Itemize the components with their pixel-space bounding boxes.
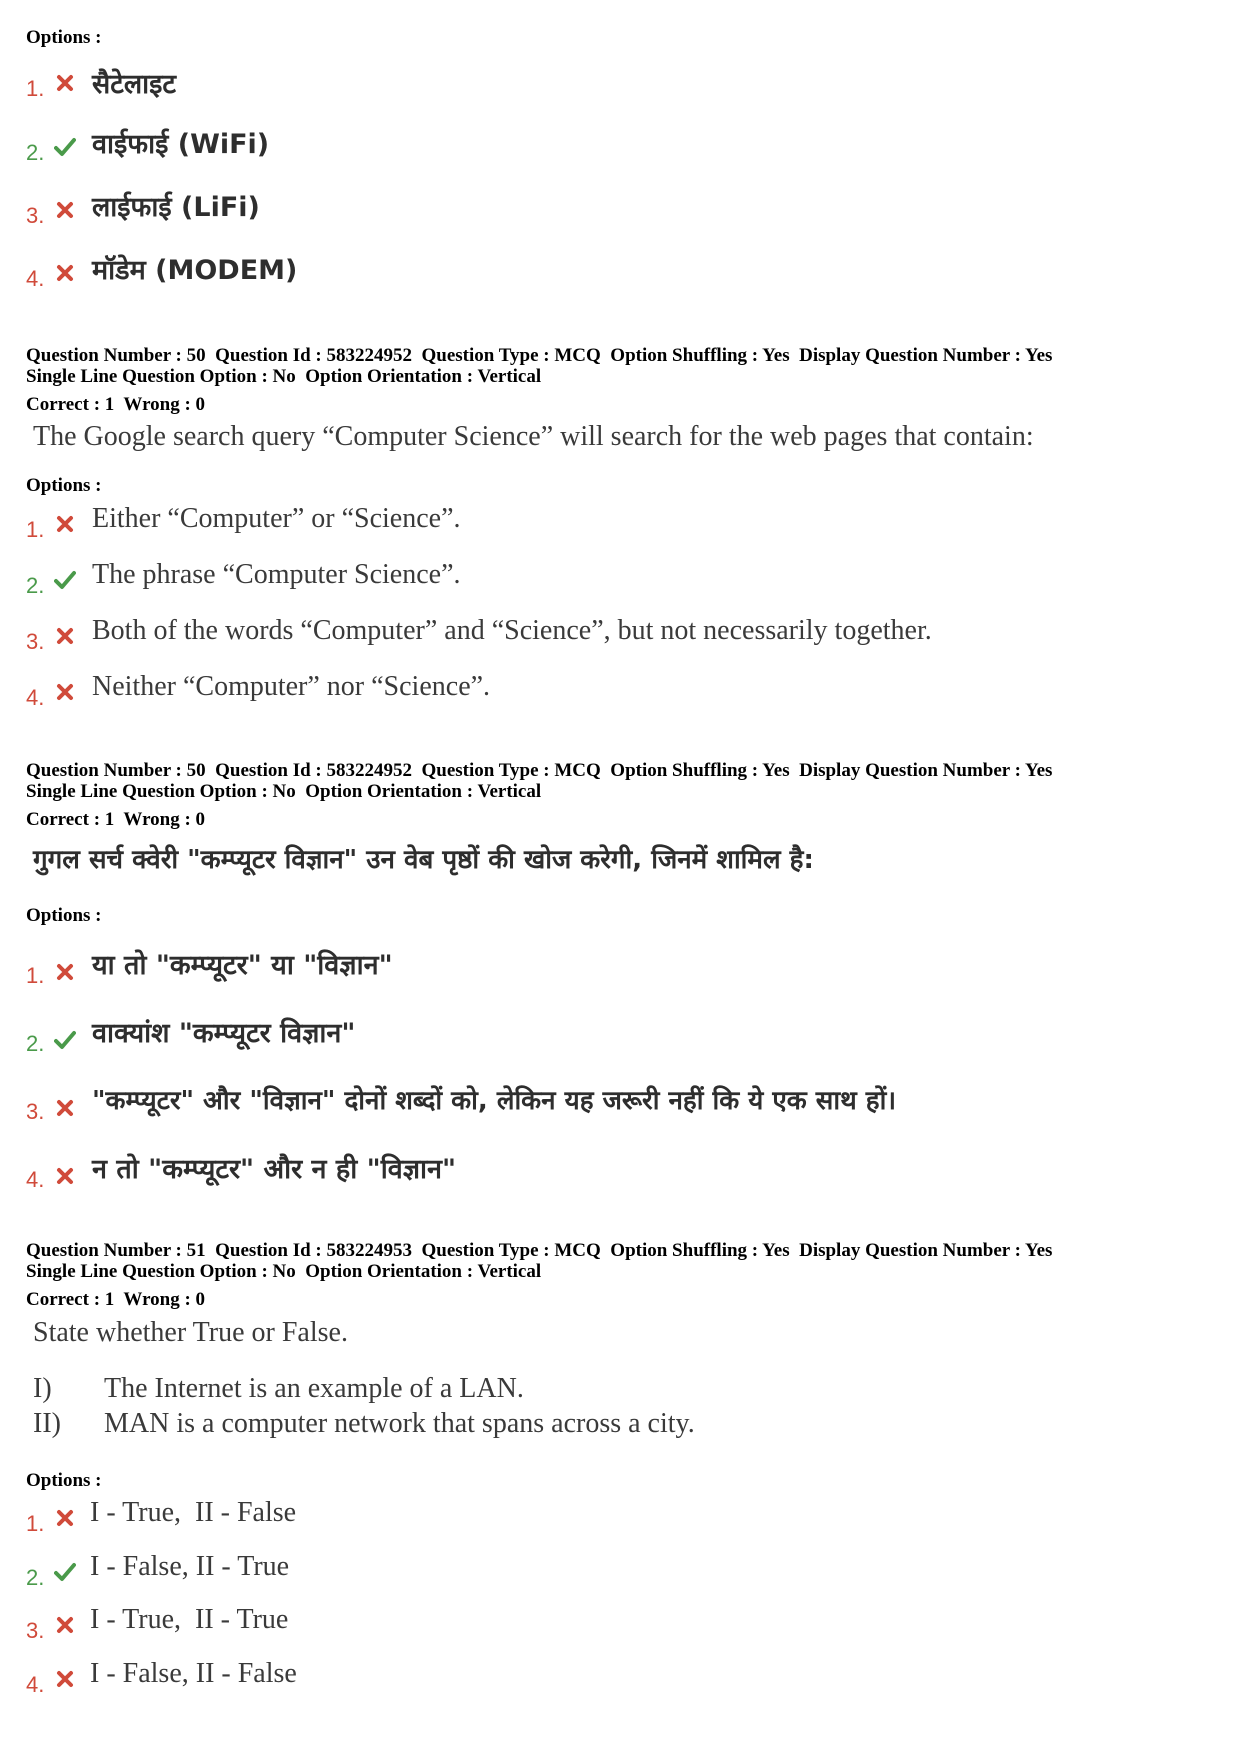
question-meta-options: Single Line Question Option : No Option Orientation : Vertical (26, 1261, 542, 1282)
option-number: 2. (26, 1565, 45, 1590)
option-text: I - False, II - True (90, 1551, 290, 1582)
cross-icon (54, 199, 76, 221)
statement-text: The Internet is an example of a LAN. (104, 1373, 524, 1404)
option-text: Either “Computer” or “Science”. (92, 503, 461, 534)
cross-icon (54, 262, 76, 284)
option-text: वाईफाई (WiFi) (92, 129, 270, 160)
option-number: 4. (26, 685, 45, 710)
cross-icon (54, 1165, 76, 1187)
option-text: Neither “Computer” nor “Science”. (92, 671, 491, 702)
question-meta-options: Single Line Question Option : No Option Orientation : Vertical (26, 781, 542, 802)
question-meta: Question Number : 51 Question Id : 583224953 Question Type : MCQ Option Shuffling : Yes Display Question Number : Yes (26, 1240, 1053, 1261)
option-text: मॉडेम (MODEM) (92, 255, 298, 286)
option-text: I - False, II - False (90, 1658, 297, 1689)
cross-icon (54, 681, 76, 703)
option-number: 4. (26, 1672, 45, 1697)
option-number: 4. (26, 1167, 45, 1192)
option-number: 3. (26, 629, 45, 654)
option-text: I - True, II - False (90, 1497, 297, 1528)
cross-icon (54, 1668, 76, 1690)
cross-icon (54, 961, 76, 983)
question-text: गुगल सर्च क्वेरी "कम्प्यूटर विज्ञान" उन वेब पृष्ठों की खोज करेगी, जिनमें शामिल है: (33, 845, 814, 875)
cross-icon (54, 1507, 76, 1529)
checkmark-icon (54, 136, 76, 158)
checkmark-icon (54, 1561, 76, 1583)
option-number: 1. (26, 517, 45, 542)
option-text: The phrase “Computer Science”. (92, 559, 461, 590)
option-number: 2. (26, 140, 45, 165)
options-label: Options : (26, 1470, 102, 1491)
options-label: Options : (26, 905, 102, 926)
cross-icon (54, 1097, 76, 1119)
option-text: वाक्यांश "कम्प्यूटर विज्ञान" (92, 1018, 356, 1049)
option-number: 1. (26, 963, 45, 988)
marking-scheme: Correct : 1 Wrong : 0 (26, 1289, 206, 1310)
question-paper-page (26, 0, 1216, 1755)
option-number: 3. (26, 203, 45, 228)
cross-icon (54, 72, 76, 94)
marking-scheme: Correct : 1 Wrong : 0 (26, 394, 206, 415)
question-text: The Google search query “Computer Science” will search for the web pages that contain: (33, 421, 1034, 452)
option-number: 1. (26, 76, 45, 101)
option-text: सैटेलाइट (92, 69, 177, 100)
option-text: या तो "कम्प्यूटर" या "विज्ञान" (92, 950, 393, 981)
option-number: 3. (26, 1099, 45, 1124)
option-text: लाईफाई (LiFi) (92, 192, 260, 223)
statement-text: MAN is a computer network that spans across a city. (104, 1408, 695, 1439)
options-label: Options : (26, 475, 102, 496)
options-label: Options : (26, 27, 102, 48)
cross-icon (54, 513, 76, 535)
option-number: 1. (26, 1511, 45, 1536)
statement-numeral: I) (33, 1373, 52, 1404)
question-meta-options: Single Line Question Option : No Option Orientation : Vertical (26, 366, 542, 387)
statement-numeral: II) (33, 1408, 61, 1439)
option-text: न तो "कम्प्यूटर" और न ही "विज्ञान" (92, 1154, 457, 1185)
option-number: 4. (26, 266, 45, 291)
cross-icon (54, 625, 76, 647)
option-number: 2. (26, 1031, 45, 1056)
question-meta: Question Number : 50 Question Id : 583224952 Question Type : MCQ Option Shuffling : Yes Display Question Number : Yes (26, 345, 1053, 366)
question-meta: Question Number : 50 Question Id : 583224952 Question Type : MCQ Option Shuffling : Yes Display Question Number : Yes (26, 760, 1053, 781)
checkmark-icon (54, 569, 76, 591)
option-number: 2. (26, 573, 45, 598)
cross-icon (54, 1614, 76, 1636)
question-text: State whether True or False. (33, 1317, 348, 1348)
option-text: Both of the words “Computer” and “Science”, but not necessarily together. (92, 615, 932, 646)
option-number: 3. (26, 1618, 45, 1643)
option-text: "कम्प्यूटर" और "विज्ञान" दोनों शब्दों को, लेकिन यह जरूरी नहीं कि ये एक साथ हों। (92, 1086, 897, 1116)
marking-scheme: Correct : 1 Wrong : 0 (26, 809, 206, 830)
checkmark-icon (54, 1029, 76, 1051)
option-text: I - True, II - True (90, 1604, 289, 1635)
